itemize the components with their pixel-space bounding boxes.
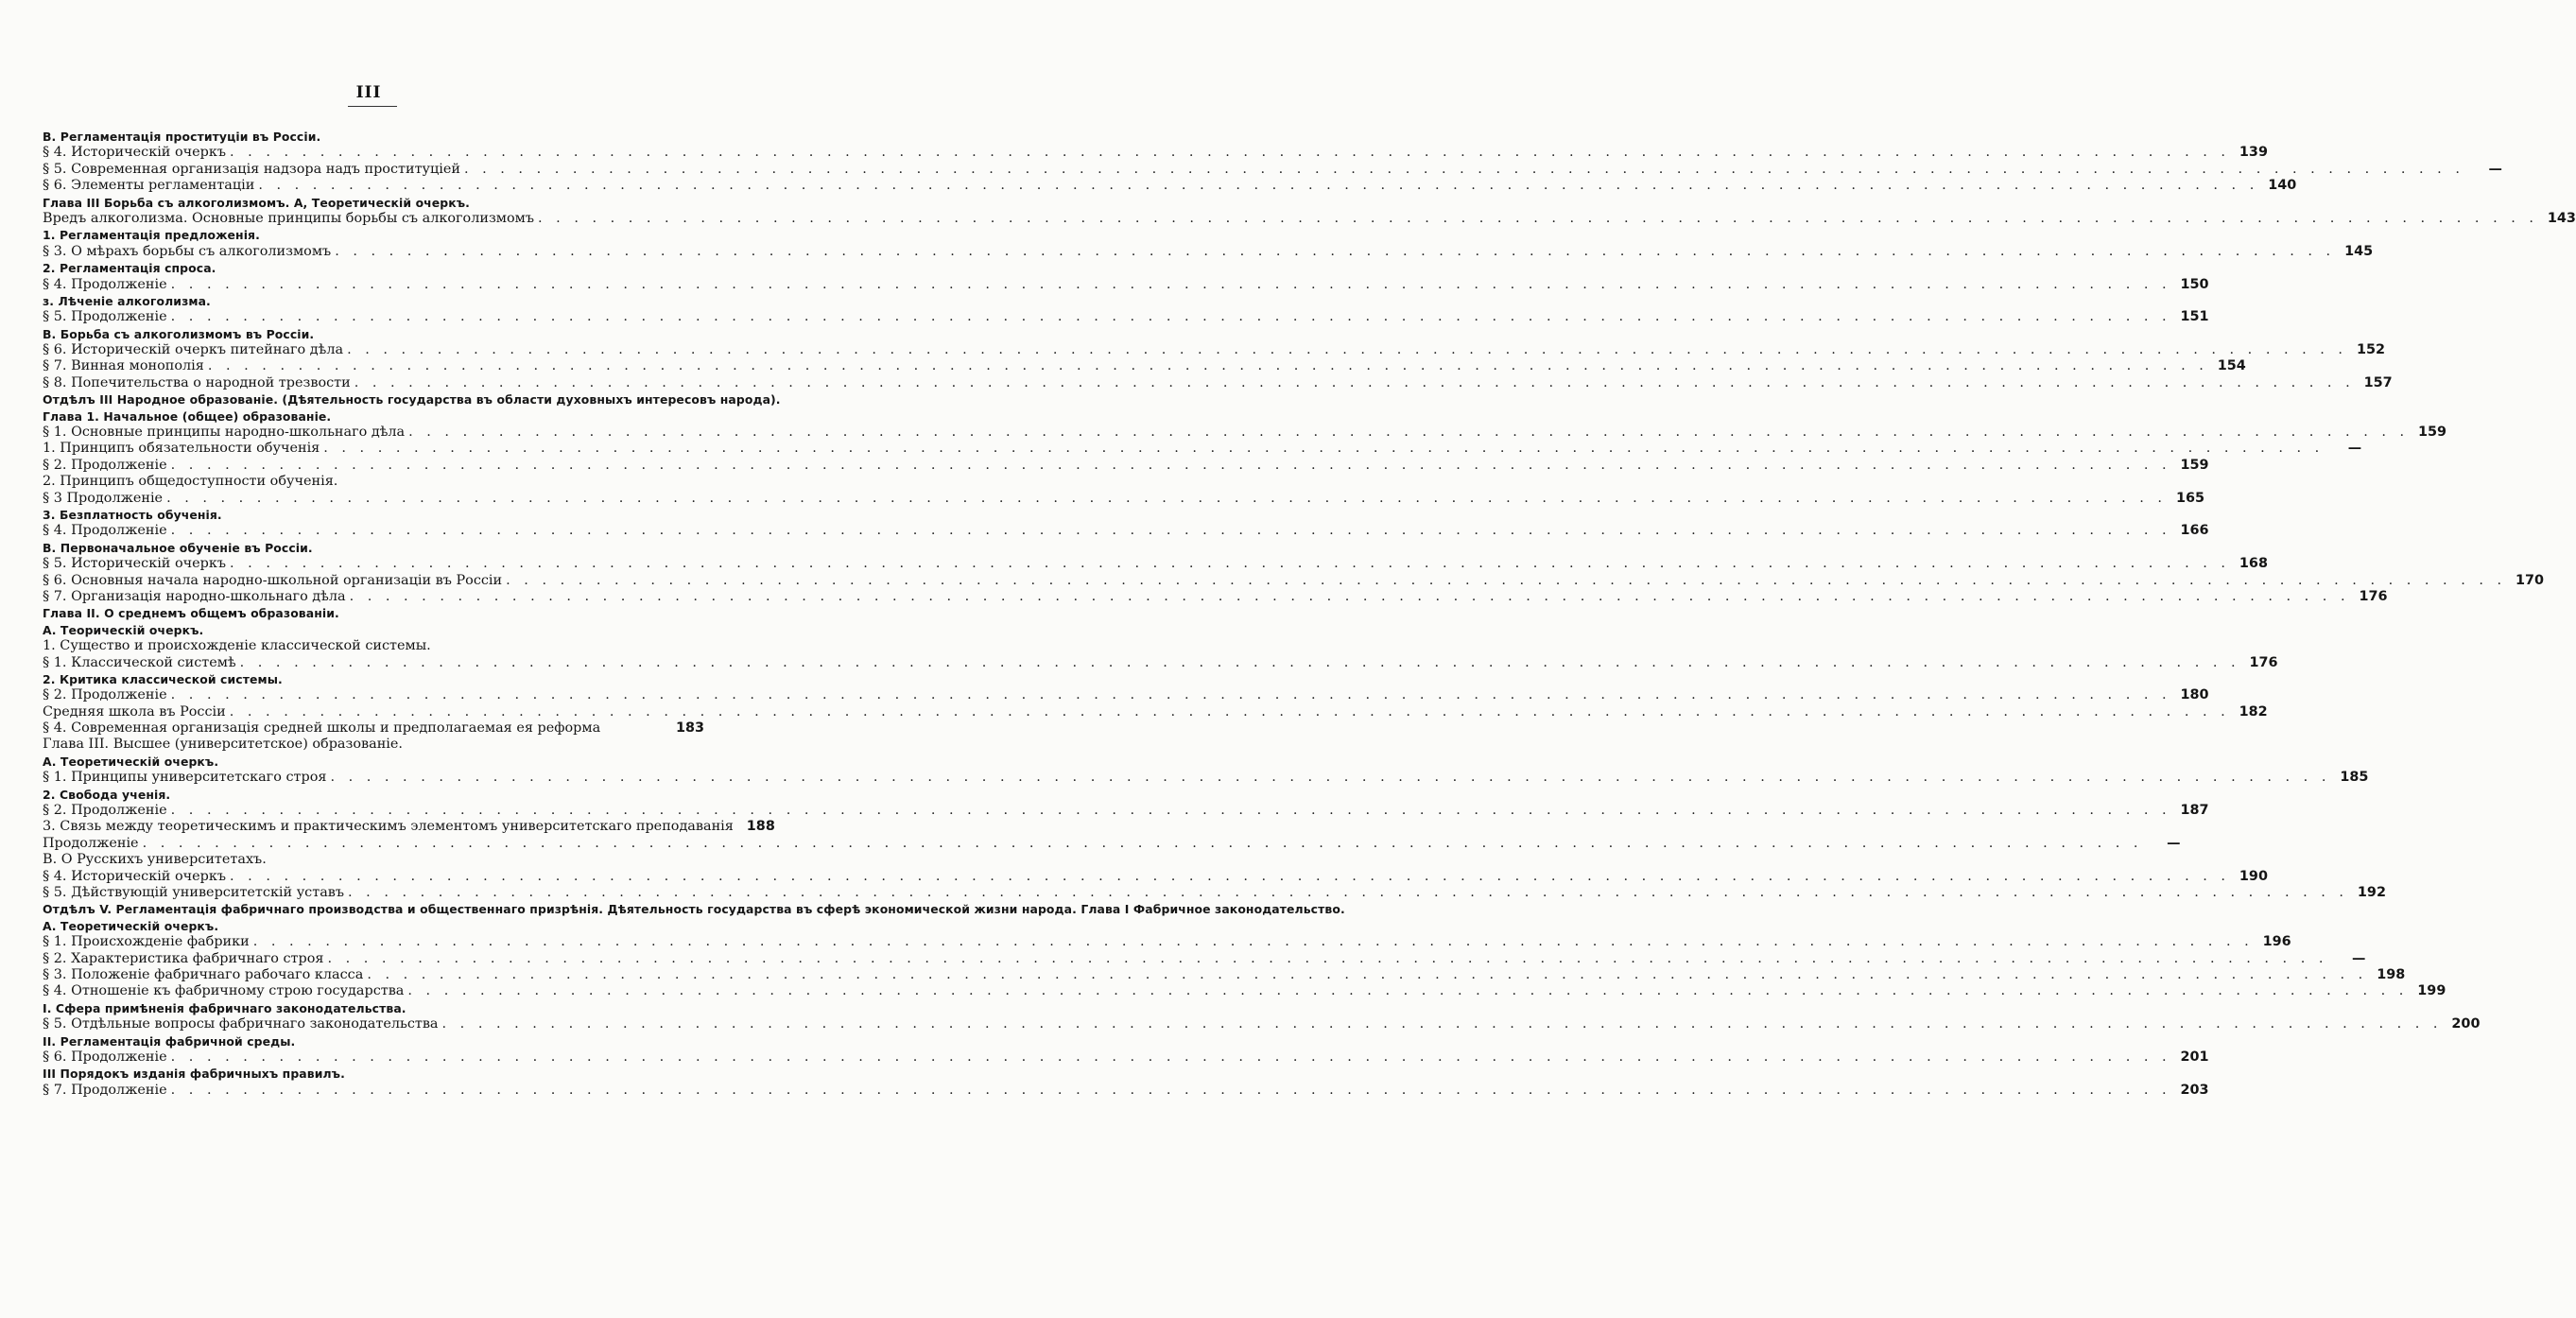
- toc-entry: [43, 441, 2362, 457]
- toc-entry: [43, 934, 2291, 950]
- toc-heading: [43, 1000, 704, 1016]
- toc-entry: [43, 457, 2209, 474]
- toc-entry: [43, 819, 775, 835]
- toc-heading: [43, 1033, 704, 1049]
- dot-leader: [350, 589, 2350, 605]
- toc-entry-title: Средняя школа въ Россіи: [43, 703, 226, 720]
- dot-leader: [258, 178, 2258, 194]
- toc-page-number: 159: [2180, 457, 2209, 473]
- toc-entry-title: 2. Критика классической системы.: [43, 671, 283, 686]
- toc-page-number: 182: [2239, 703, 2268, 720]
- toc-entry-title: В. Регламентація проституціи въ Россіи.: [43, 130, 321, 144]
- toc-entry: [43, 556, 2268, 572]
- toc-entry-title: Глава III Борьба съ алкоголизмомъ. А, Теоретическій очеркъ.: [43, 195, 470, 210]
- toc-entry-title: § 3. О мѣрахъ борьбы съ алкоголизмомъ: [43, 243, 332, 259]
- toc-page-number: 170: [2515, 572, 2545, 588]
- toc-heading: [43, 507, 704, 523]
- dot-leader: [408, 425, 2409, 441]
- toc-entry-title: 2. Свобода ученія.: [43, 787, 171, 802]
- toc-heading: [43, 901, 1345, 917]
- toc-entry-title: Продолженіе: [43, 835, 139, 851]
- toc-entry-title: § 2. Продолженіе: [43, 687, 167, 703]
- toc-page-number: 159: [2418, 425, 2447, 441]
- toc-entry-title: 2. Регламентація спроса.: [43, 261, 216, 276]
- toc-entry: [43, 425, 2447, 441]
- toc-page-number: 180: [2180, 687, 2209, 703]
- toc-page-number: —: [2347, 441, 2362, 457]
- toc-page-number: 150: [2180, 276, 2209, 292]
- toc-entry-title: § 5. Отдѣльные вопросы фабричнаго законодательства: [43, 1016, 439, 1032]
- toc-entry-title: 1. Существо и происхожденіе классической системы.: [43, 638, 431, 654]
- toc-entry: [43, 374, 2393, 391]
- toc-entry: [43, 474, 704, 490]
- dot-leader: [240, 655, 2240, 671]
- toc-entry: [43, 885, 2386, 901]
- toc-page-number: 154: [2217, 358, 2246, 374]
- dot-leader: [171, 803, 2171, 819]
- toc-entry: [43, 868, 2268, 885]
- toc-entry-title: 3. Безплатность обученія.: [43, 508, 222, 522]
- toc-page-number: 198: [2377, 966, 2406, 982]
- toc-heading: [43, 195, 704, 211]
- toc-heading: [43, 227, 704, 243]
- toc-entry: [43, 803, 2209, 819]
- dot-leader: [442, 1016, 2443, 1032]
- toc-entry: [43, 737, 704, 753]
- toc-entry: [43, 720, 704, 737]
- toc-entry: [43, 145, 2268, 161]
- dot-leader: [407, 983, 2408, 999]
- toc-entry: [43, 588, 2388, 605]
- toc-heading: [43, 605, 704, 621]
- toc-entry-title: § 2. Продолженіе: [43, 457, 167, 473]
- toc-entry-title: § 7. Продолженіе: [43, 1082, 167, 1098]
- toc-page-number: —: [2352, 950, 2366, 966]
- toc-page-number: 203: [2180, 1082, 2209, 1098]
- toc-entry-title: Отдѣлъ V. Регламентація фабричнаго производства и общественнаго призрѣнія. Дѣятельность государства въ сферѣ экономической жизни народа. Глава I Фабричное законодательство.: [43, 902, 1345, 917]
- toc-page-number: 166: [2180, 523, 2209, 539]
- toc-page-number: 139: [2239, 145, 2268, 161]
- toc-entry-title: § 5. Продолженіе: [43, 309, 167, 325]
- toc-heading: [43, 326, 704, 342]
- table-of-contents: [43, 129, 2576, 1099]
- toc-heading: [43, 129, 704, 145]
- toc-heading: [43, 754, 704, 770]
- dot-leader: [171, 523, 2171, 539]
- toc-page-number: 183: [675, 720, 704, 737]
- toc-entry-title: Глава 1. Начальное (общее) образованіе.: [43, 408, 332, 424]
- toc-entry-title: § 4. Историческій очеркъ: [43, 145, 227, 161]
- toc-entry-title: § 1. Классической системѣ: [43, 654, 236, 670]
- toc-entry-title: § 5. Историческій очеркъ: [43, 556, 227, 572]
- toc-page-number: 188: [746, 819, 775, 835]
- dot-leader: [506, 573, 2506, 589]
- toc-entry-title: 2. Принципъ общедоступности обученія.: [43, 474, 338, 490]
- toc-heading: [43, 293, 704, 309]
- toc-entry: [43, 983, 2446, 999]
- toc-entry-title: § 4. Историческій очеркъ: [43, 868, 227, 884]
- dot-leader: [171, 277, 2171, 293]
- dot-leader: [171, 309, 2171, 325]
- dot-leader: [464, 162, 2464, 178]
- toc-page-number: 192: [2357, 885, 2386, 900]
- dot-leader: [354, 375, 2355, 391]
- toc-entry: [43, 276, 2209, 293]
- toc-entry: [43, 243, 2374, 260]
- toc-entry-title: § 2. Продолженіе: [43, 803, 167, 819]
- toc-entry: [43, 687, 2209, 703]
- toc-entry-title: III Порядокъ изданія фабричныхъ правилъ.: [43, 1067, 345, 1082]
- toc-entry-title: § 4. Продолженіе: [43, 276, 167, 292]
- toc-entry-title: § 4. Современная организація средней школы и предполагаемая ея реформа: [43, 720, 601, 737]
- dot-leader: [166, 491, 2167, 507]
- toc-entry-title: А. Теоретическій очеркъ.: [43, 918, 219, 933]
- toc-entry: [43, 835, 2181, 852]
- toc-entry-title: § 5. Современная организація надзора надъ проституціей: [43, 161, 460, 177]
- toc-entry-title: § 3. Положеніе фабричнаго рабочаго класса: [43, 966, 364, 982]
- toc-entry-title: Отдѣлъ III Народное образованіе. (Дѣятельность государства въ области духовныхъ интересовъ народа).: [43, 392, 781, 408]
- toc-page-number: 176: [2359, 588, 2388, 604]
- toc-page-number: 185: [2340, 770, 2369, 786]
- toc-entry-title: А. Теоретическій очеркъ.: [43, 754, 219, 769]
- dot-leader: [348, 885, 2348, 901]
- toc-page-number: 151: [2180, 309, 2209, 325]
- toc-entry-title: § 6. Историческій очеркъ питейнаго дѣла: [43, 342, 344, 358]
- dot-leader: [327, 951, 2327, 967]
- toc-entry-title: § 6. Основныя начала народно-школьной организаціи въ Россіи: [43, 572, 503, 588]
- toc-entry: [43, 654, 2278, 671]
- toc-heading: [43, 787, 704, 803]
- toc-entry: [43, 210, 2576, 227]
- toc-entry-title: Глава III. Высшее (университетское) образованіе.: [43, 737, 403, 753]
- toc-entry-title: § 1. Происхожденіе фабрики: [43, 934, 250, 950]
- dot-leader: [208, 358, 2208, 374]
- toc-entry-title: В. О Русскихъ университетахъ.: [43, 852, 267, 868]
- toc-page-number: 145: [2344, 243, 2374, 259]
- toc-entry: [43, 178, 2297, 194]
- toc-entry: [43, 1016, 2481, 1032]
- toc-heading: [43, 1066, 704, 1082]
- toc-entry-title: Вредъ алкоголизма. Основные принципы борьбы съ алкоголизмомъ: [43, 210, 535, 226]
- toc-entry-title: § 7. Винная монополія: [43, 358, 204, 374]
- dot-leader: [253, 934, 2254, 950]
- dot-leader: [335, 244, 2335, 260]
- toc-entry-title: II. Регламентація фабричной среды.: [43, 1033, 296, 1049]
- toc-entry: [43, 770, 2369, 786]
- toc-page-number: 157: [2363, 374, 2393, 390]
- dot-leader: [171, 1049, 2171, 1066]
- toc-page-number: 199: [2417, 983, 2446, 999]
- toc-entry: [43, 852, 704, 868]
- toc-page-number: 176: [2249, 654, 2278, 670]
- dot-leader: [230, 556, 2230, 572]
- toc-entry-title: § 5. Дѣйствующій университетскій уставъ: [43, 885, 345, 900]
- toc-page-number: 201: [2180, 1049, 2209, 1065]
- toc-entry: [43, 1082, 2209, 1099]
- toc-entry-title: § 4. Отношеніе къ фабричному строю государства: [43, 983, 405, 999]
- toc-entry: [43, 966, 2406, 983]
- toc-entry-title: § 1. Принципы университетскаго строя: [43, 770, 327, 786]
- dot-leader: [330, 770, 2330, 786]
- toc-page-number: 143: [2547, 210, 2576, 226]
- toc-page-number: 168: [2239, 556, 2268, 572]
- toc-entry: [43, 161, 2502, 178]
- toc-entry-title: 1. Регламентація предложенія.: [43, 228, 260, 243]
- toc-page-number: 200: [2451, 1016, 2481, 1032]
- toc-entry: [43, 1049, 2209, 1066]
- toc-page-number: 165: [2175, 490, 2204, 506]
- toc-entry: [43, 703, 2268, 720]
- toc-page-number: 152: [2356, 342, 2385, 358]
- toc-entry-title: § 7. Организація народно-школьнаго дѣла: [43, 588, 346, 604]
- toc-entry-title: В. Борьба съ алкоголизмомъ въ Россіи.: [43, 326, 315, 341]
- toc-page-number: —: [2167, 835, 2181, 851]
- toc-heading: [43, 260, 704, 276]
- toc-page-number: 140: [2268, 178, 2297, 194]
- toc-page-number: 187: [2180, 803, 2209, 819]
- dot-leader: [347, 342, 2347, 358]
- dot-leader: [171, 458, 2171, 474]
- dot-leader: [367, 967, 2367, 983]
- toc-entry: [43, 490, 2204, 507]
- toc-heading: [43, 622, 704, 638]
- toc-entry-title: 1. Принципъ обязательности обученія: [43, 441, 320, 457]
- dot-leader: [538, 211, 2538, 227]
- page-number: III: [355, 83, 382, 102]
- toc-entry-title: § 1. Основные принципы народно-школьнаго дѣла: [43, 425, 406, 441]
- toc-entry-title: 3. Связь между теоретическимъ и практическимъ элементомъ университетскаго преподаванія: [43, 819, 734, 835]
- toc-entry: [43, 950, 2366, 967]
- toc-entry-title: § 6. Элементы регламентаціи: [43, 178, 255, 194]
- toc-entry-title: Глава II. О среднемъ общемъ образованіи.: [43, 606, 339, 621]
- toc-entry: [43, 523, 2209, 539]
- toc-heading: [43, 671, 704, 687]
- toc-page-number: 190: [2239, 868, 2268, 884]
- dot-leader: [230, 145, 2230, 161]
- dot-leader: [230, 869, 2230, 885]
- toc-entry: [43, 572, 2545, 589]
- toc-entry-title: В. Первоначальное обученіе въ Россіи.: [43, 540, 313, 555]
- toc-entry-title: § 2. Характеристика фабричнаго строя: [43, 950, 324, 966]
- toc-entry-title: з. Лѣченіе алкоголизма.: [43, 293, 211, 308]
- toc-heading: [43, 391, 781, 408]
- toc-page-number: —: [2488, 161, 2502, 177]
- toc-entry-title: § 3 Продолженіе: [43, 490, 164, 506]
- toc-heading: [43, 540, 704, 556]
- dot-leader: [230, 704, 2230, 720]
- toc-heading: [43, 918, 704, 934]
- toc-heading: [43, 408, 704, 425]
- dot-leader: [323, 441, 2324, 457]
- dot-leader: [171, 1083, 2171, 1099]
- toc-entry: [43, 309, 2209, 325]
- toc-entry: [43, 358, 2246, 374]
- toc-page-number: 196: [2262, 934, 2291, 950]
- toc-entry: [43, 342, 2385, 358]
- toc-entry-title: § 8. Попечительства о народной трезвости: [43, 374, 351, 390]
- toc-entry-title: А. Теорическій очеркъ.: [43, 622, 204, 637]
- toc-entry: [43, 638, 704, 654]
- toc-entry-title: I. Сфера примѣненія фабричнаго законодательства.: [43, 1000, 406, 1015]
- dot-leader: [143, 836, 2143, 852]
- toc-entry-title: § 6. Продолженіе: [43, 1049, 167, 1065]
- dot-leader: [171, 687, 2171, 703]
- page-number-rule: [348, 106, 397, 107]
- toc-entry-title: § 4. Продолженіе: [43, 523, 167, 539]
